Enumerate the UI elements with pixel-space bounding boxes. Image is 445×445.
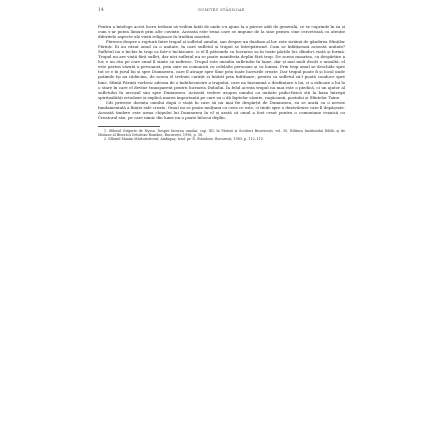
body-paragraph: Cât privește dorința omului după o viață în care să nu mai fie despărțit de Dumnezeu, ea se arată ca o nevoie fundamentală a ființei sale create. Omul nu se poate mulțumi cu ceea ce este, ci tinde spre o desăvârșire care îl depășește. Această tindere este urma chipului lui Dumnezeu în el și arată că omul a fost creat pentru o comuniune veșnică cu Creatorul său, pe care nimic din lume nu o poate înlocui deplin. [98,99,345,120]
body-paragraph: Părerea despre o ruptură între trupul și sufletul omului, sau despre un dualism al lor, este străină de gândirea Sfinților Părinți. Ei au văzut omul ca o unitate, în care sufletul și trupul se întrepătrund. Cum se înfățișează această unitate? Sufletul nu e închis în trup ca într-o închisoare, ci el îl pătrunde cu lucrarea sa în toate părțile lui, dându-i viață și formă. Trupul nu are viață fără suflet, dar nici sufletul nu se poate manifesta deplin fără trup. De aceea moartea, ca despărțire a lor, e un rău pe care omul îl simte ca nefiresc. Trupul este unealta sufletului în lume, dar și mai mult decât o unealtă: el este partea văzută a persoanei, prin care ea comunică cu celelalte persoane și cu lumea. Prin trup omul se deschide spre tot ce e în jurul lui și spre Dumnezeu, care îl atrage spre Sine prin toate lucrurile create. Dar trupul poate fi și locul unde patimile își au rădăcina, de aceea el trebuie curățit și întărit prin înfrânare, pentru ca sufletul să-l poată conduce spre bine. Sfinții Părinți vorbesc adesea de o înduhovnicire a trupului, care nu înseamnă o desființare a lui, ci o ridicare a lui la o stare în care el devine transparent pentru lucrarea Duhului. În felul acesta trupul nu mai este o piedică, ci un ajutor al sufletului în urcușul său spre Dumnezeu. Această vedere asupra omului ca unitate psiho-fizică stă la baza întregii spiritualități ortodoxe și explică marea importanță pe care ea o dă faptelor văzute, rugăciunii, postului și Sfintelor Taine. [98,39,345,100]
footnote: 1. Sfântul Grigorie de Nyssa, Despre facerea omului, cap. XII, în Părinți și Scriitori Bisericești, vol. 30, Editura Institutului Biblic și de Misiune al Bisericii Ortodoxe Române, București, 1998, p. 38. [98,128,345,138]
running-head [98,0,345,19]
running-title: DUMITRU STĂNILOAE [198,8,245,12]
footnotes [98,129,345,141]
page-number: 14 [98,7,105,12]
body-paragraph: Pentru a înțelege acest lucru trebuie să vedem întâi de unde s-a ajuns la o părere atât de generală, ce se cuprinde în ea și cum s-ar putea lămuri prin alte cuvinte. Aceasta este tema care se impune de la sine pentru cine cercetează cu atenție diferitele aspecte ale vieții religioase în tradiția noastră. [98,24,345,40]
footnote-divider [98,126,160,127]
footnote: 2. Sfântul Maxim Mărturisitorul, Ambigua, trad. pr. D. Stăniloae, București, 1983, p. 112–115. [104,137,264,142]
body-text [98,24,345,120]
